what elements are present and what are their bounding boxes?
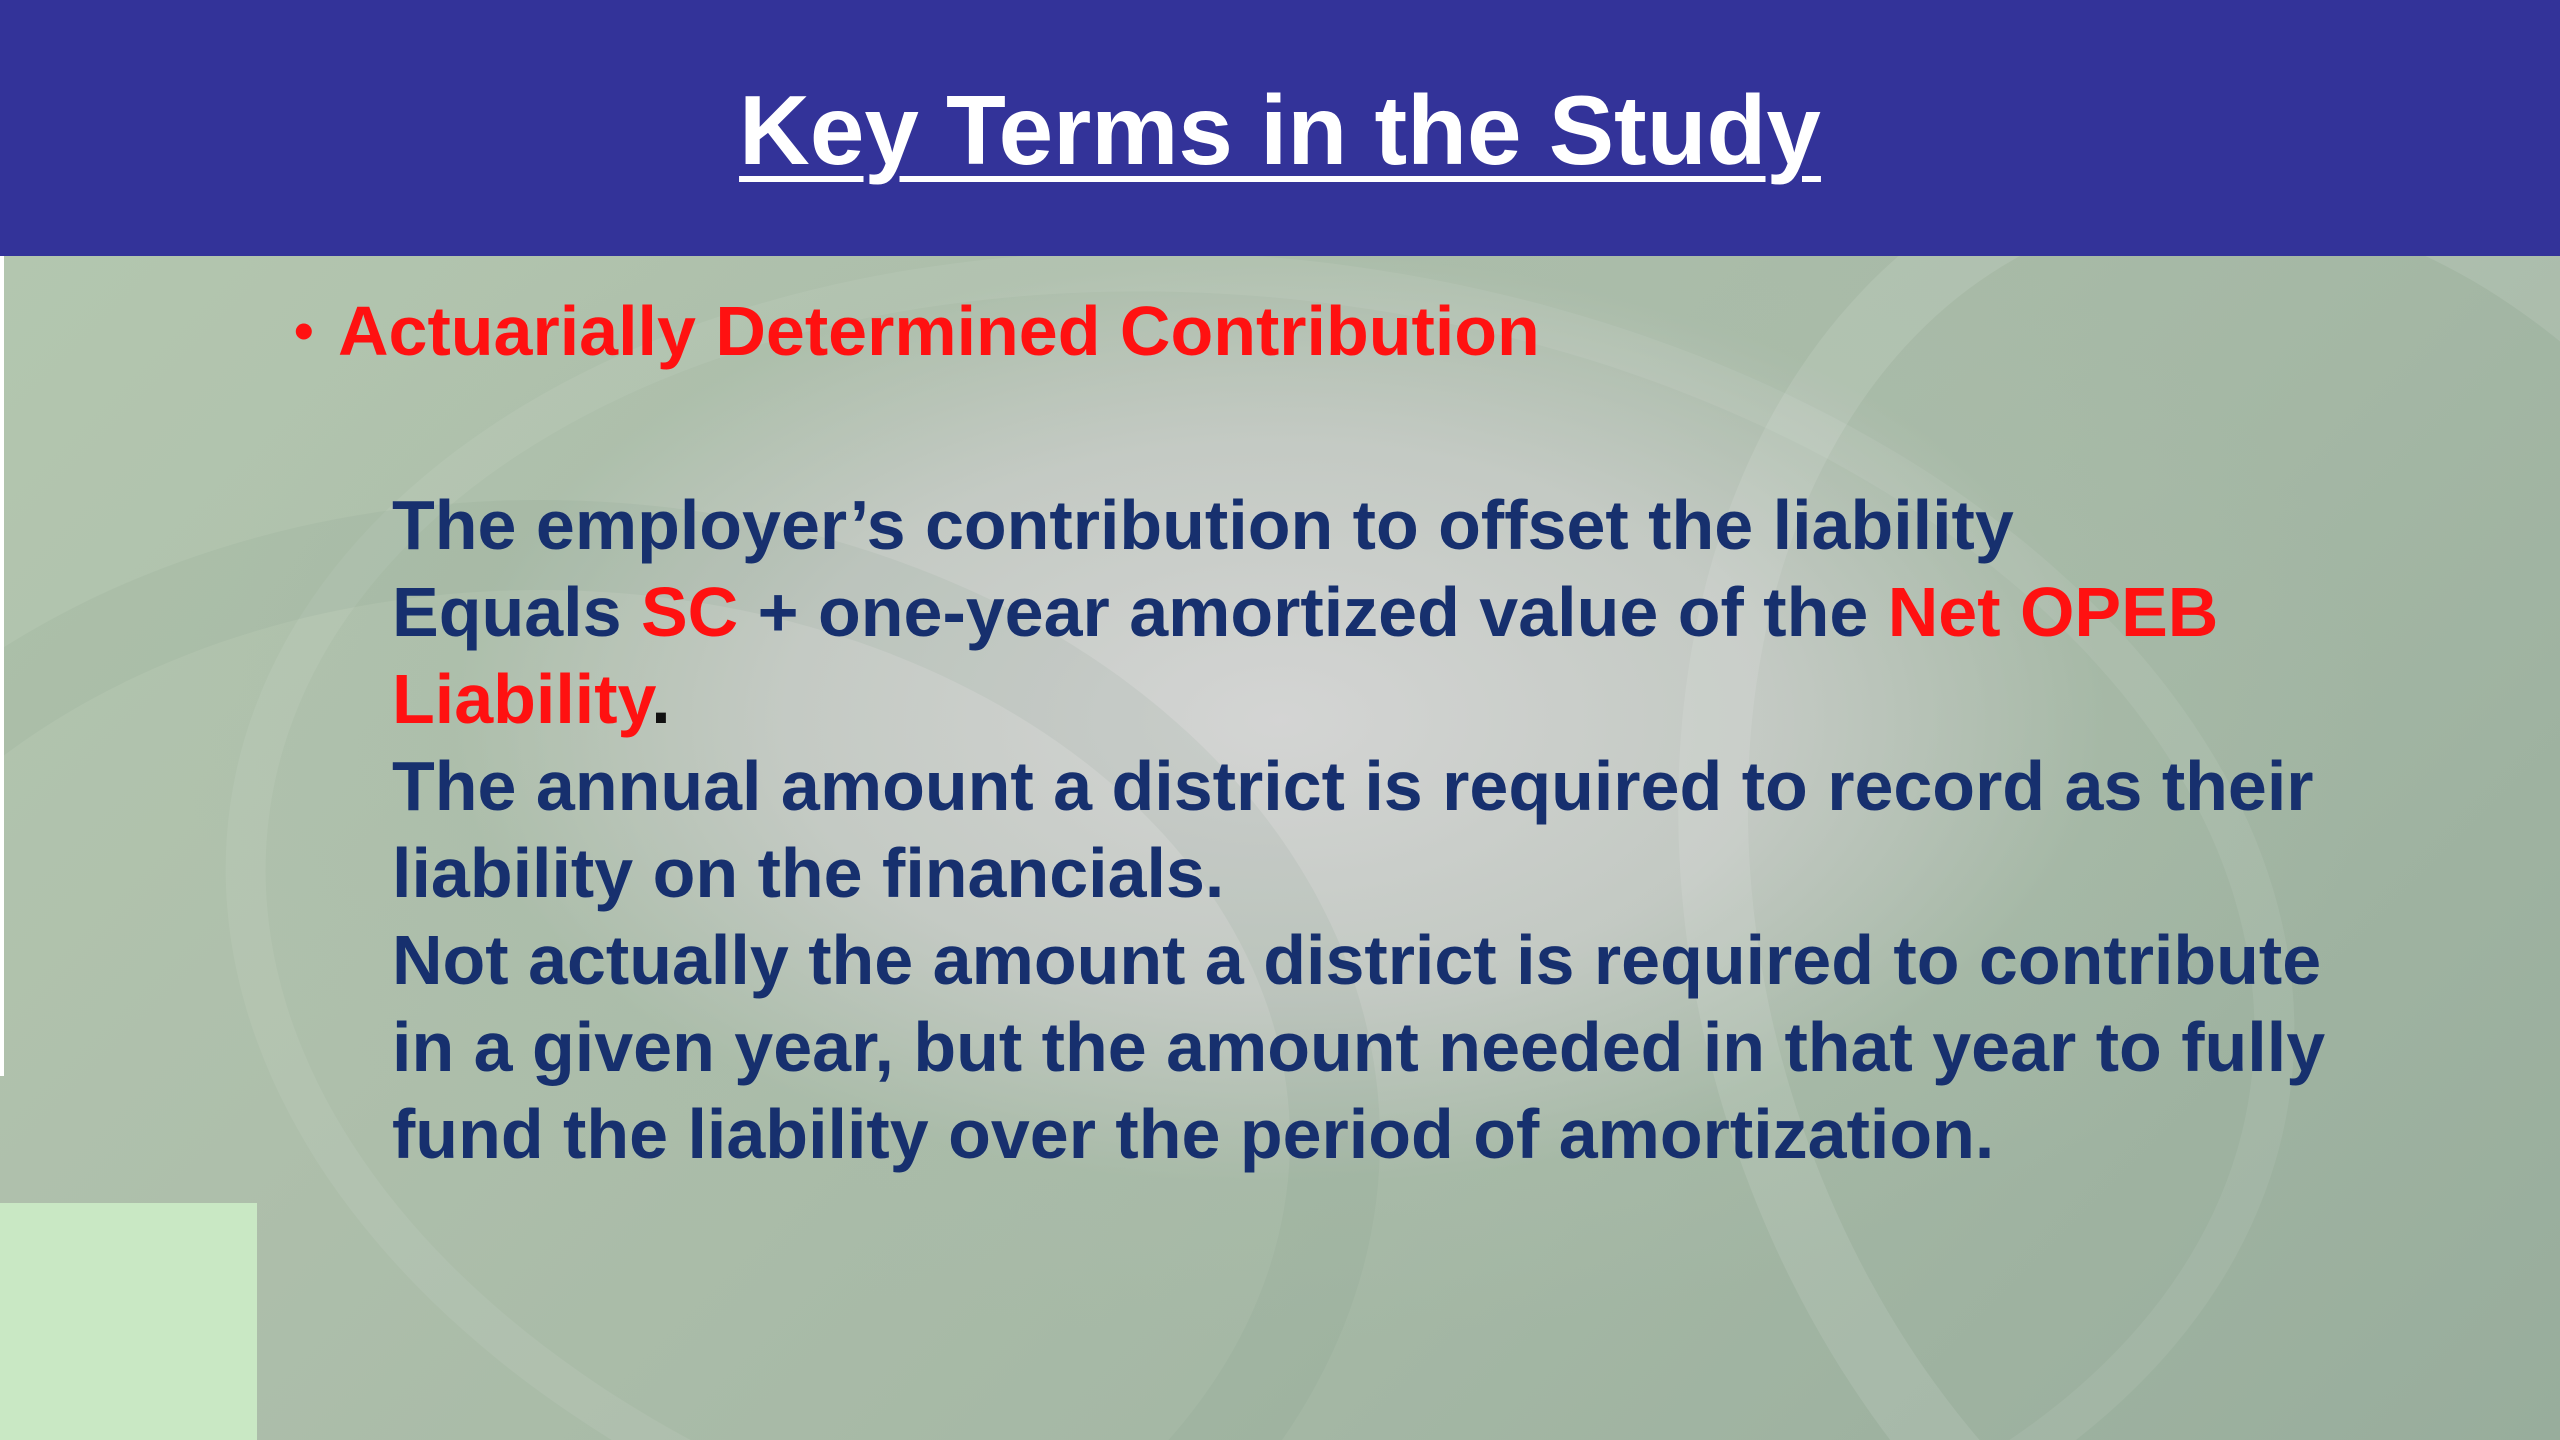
line2-middle: + one-year amortized value of the: [738, 573, 1888, 651]
title-bar: [0, 0, 2560, 256]
definition-text: [392, 482, 2352, 1178]
slide-title: Key Terms in the Study: [739, 75, 1821, 185]
corner-accent-box: [0, 1203, 257, 1440]
definition-line-2: [392, 569, 2352, 743]
bullet-marker: •: [294, 299, 314, 362]
definition-line-4: Not actually the amount a district is required to contribute in a given year, but the amount needed in that year to fully fund the liability over the period of amortization.: [392, 921, 2326, 1173]
bullet-item: [294, 288, 1540, 374]
definition-line-1: The employer’s contribution to offset the liability: [392, 486, 2014, 564]
sc-term: SC: [640, 573, 739, 651]
definition-line-3: The annual amount a district is required to record as their liability on the financials.: [392, 747, 2314, 912]
left-edge-stripe: [0, 256, 4, 1076]
net-opeb-liability-term: Net OPEB Liability: [392, 573, 2219, 738]
bullet-heading: Actuarially Determined Contribution: [338, 292, 1540, 370]
line2-prefix: Equals: [392, 573, 641, 651]
line2-period: .: [651, 660, 671, 738]
